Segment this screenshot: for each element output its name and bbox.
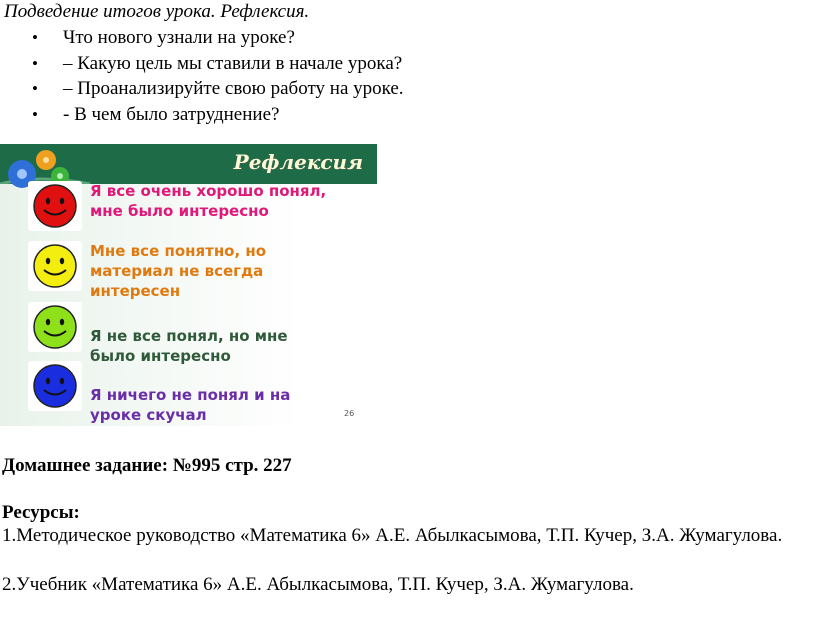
- bullet-icon: •: [32, 79, 38, 98]
- resource-item: 2.Учебник «Математика 6» А.Е. Абылкасымова, Т.П. Кучер, З.А. Жумагулова.: [2, 574, 634, 595]
- question-text: - В чем было затруднение?: [63, 103, 280, 125]
- resources-title: Ресурсы:: [2, 502, 80, 523]
- reflection-text: Я все очень хорошо понял, мне было интересно: [90, 182, 327, 220]
- question-text: – Какую цель мы ставили в начале урока?: [63, 52, 403, 74]
- resource-item: 1.Методическое руководство «Математика 6» А.Е. Абылкасымова, Т.П. Кучер, З.А. Жумагулова.: [2, 525, 783, 546]
- homework-text: Домашнее задание: №995 стр. 227: [2, 455, 292, 476]
- list-item: [0, 26, 404, 50]
- yellow-smiley-icon: [31, 243, 79, 289]
- reflection-slide: [0, 144, 377, 426]
- bullet-icon: •: [32, 53, 38, 73]
- section-heading: Подведение итогов урока. Рефлексия.: [4, 1, 310, 22]
- list-item: [0, 52, 404, 76]
- green-smiley-icon: [31, 304, 79, 350]
- question-text: Что нового узнали на уроке?: [63, 27, 295, 48]
- red-smiley-icon: [31, 183, 79, 229]
- slide-page-number: 26: [344, 409, 355, 418]
- bullet-icon: •: [32, 28, 38, 47]
- reflection-text: Я ничего не понял и на уроке скучал: [90, 386, 291, 424]
- questions-list: [0, 26, 404, 128]
- blue-smiley-icon: [31, 363, 79, 409]
- list-item: [0, 103, 404, 127]
- bullet-icon: •: [32, 104, 38, 124]
- question-text: – Проанализируйте свою работу на уроке.: [63, 78, 404, 99]
- reflection-text: Мне все понятно, но материал не всегда интересен: [90, 242, 267, 300]
- slide-title: Рефлексия: [233, 150, 363, 174]
- reflection-text: Я не все понял, но мне было интересно: [90, 327, 288, 365]
- list-item: [0, 77, 404, 101]
